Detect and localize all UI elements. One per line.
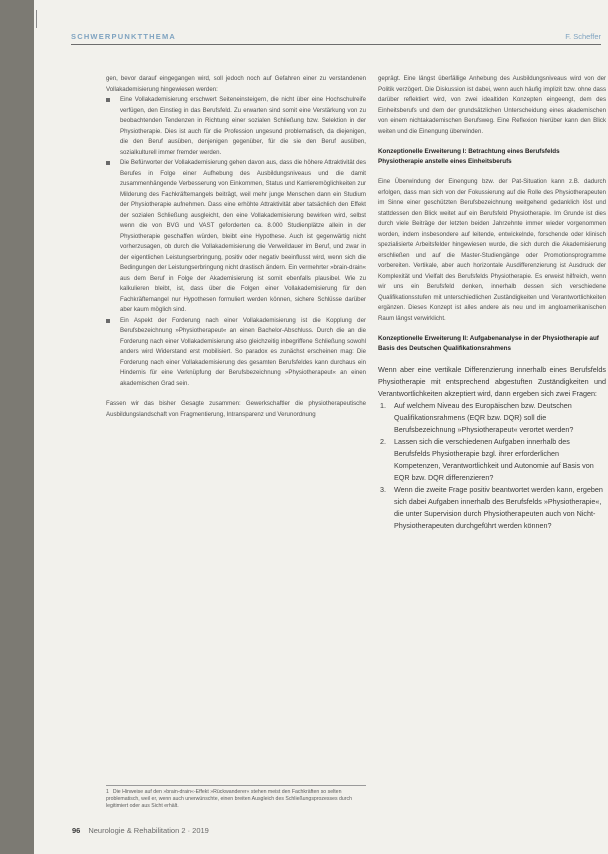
item-number: 2. (380, 437, 386, 446)
section-label: SCHWERPUNKTTHEMA (71, 32, 177, 41)
footnote-number: 1 (106, 789, 109, 795)
paragraph-1: geprägt. Eine längst überfällige Anhebung des Ausbildungsniveaus wird von der Politik verzögert. Die Diskussion ist dabei, wenn auch häufig implizit bzw. ohne dass darüber reflektiert wird, von zwei idealtiden Konzepten eingeengt, dem des Einheitsberufs und dem der grundsätzlichen Unterscheidung eines akademischen von einem nichtakademischen Berufsweg. Eine Reflexion hierüber kann den Blick weiten und die Einengung überwinden. (378, 75, 606, 135)
footnote-text: Die Hinweise auf den »brain-drain«-Effekt »Rückwanderer« stehen meist den Fachkräften so selten problematisch, weil er, wenn auch unerwünschte, einen breiten Ausgleich des Schließungsprozesses durch legitimiert oder aus Sicht erhält. (106, 789, 352, 809)
summary-paragraph: Fassen wir das bisher Gesagte zusammen: Gewerkschaftler die physiotherapeutische Ausbildungslandschaft von Fragmentierung, Intransparenz und Verunordnung (106, 400, 366, 418)
bullet-text: Eine Vollakademisierung erschwert Seiteneinsteigern, die nicht über eine Hochschulreife verfügen, den Einstieg in das Berufsfeld. Zu erwarten sind somit eine Verstärkung von zu beobachtenden Tendenzen in Richtung einer sozialen Schließung bzw. Selektion in der Physiotherapie. Dies ist auch für die Profession ungesund problematisch, da diejenigen, die den Beruf ausüben, denjenigen gegenüber, für die sie den Beruf ausüben, sozialkulturell immer fremder werden. (120, 96, 366, 156)
bullet-item (106, 95, 366, 158)
item-number: 3. (380, 485, 386, 494)
bullet-item (106, 158, 366, 316)
bullet-square-icon (106, 98, 110, 102)
bullet-square-icon (106, 161, 110, 165)
right-column (378, 74, 606, 532)
left-column (106, 74, 366, 420)
paragraph-2: Eine Überwindung der Einengung bzw. der Pat-Situation kann z.B. dadurch erfolgen, dass man sich von der Fokussierung auf die Rolle des Physiotherapeuten im Sinne einer geschützten Berufsbezeichnung weitgehend gedanklich löst und stattdessen den Blick weitet auf ein Berufsfeld Physiotherapie. Im Grunde ist dies durch viele Beiträge der letzten beiden Jahrzehnte immer wieder vorgenommen worden, indem insbesondere auf leitende, entwickelnde, forschende oder klinisch spezialisierte Arbeitsfelder hingewiesen wurde, die sich durch die Akademisierung erschließen und auf die Master-Studiengänge oder Promotionsprogramme vorbereiten. Vertikale, aber auch horizontale Ausdifferenzierung ist Ausdruck der Komplexität und Vielfalt des Berufsfelds Physiotherapie. Es erweist hilfreich, wenn wir uns ein Berufsfeld denken, innerhalb dessen sich verschiedene Qualifikationsstufen mit unterschiedlichen Zuständigkeiten und Verantwortlichkeiten ergänzen. Dieses Konzept ist alles andere als neu und im angloamerikanischen Raum längst verwirklicht. (378, 178, 606, 322)
document-page (34, 0, 608, 854)
list-item (378, 484, 606, 532)
list-item (378, 400, 606, 436)
numbered-list (378, 400, 606, 532)
journal-name: Neurologie & Rehabilitation 2 · 2019 (88, 826, 209, 835)
bullet-list (106, 95, 366, 389)
item-number: 1. (380, 401, 386, 410)
bullet-square-icon (106, 319, 110, 323)
bullet-text: Ein Aspekt der Forderung nach einer Vollakademisierung ist die Kopplung der Berufsbezeichnung »Physiotherapeut« an einen Bachelor-Abschluss. Durch die an die Forderung nach einer Vollakademisierung also gleichzeitig inbegriffene Schließung sowohl anders wird Widerstand erst mobilisiert. So paradox es zunächst erscheinen mag: Die Forderung nach einer Vollakademisierung des gesamten Berufsfeldes kann durchaus ein Hindernis für eine Verknüpfung der Berufsbezeichnung »Physiotherapeut« an einen akademischen Grad sein. (120, 316, 366, 387)
list-item (378, 436, 606, 484)
subheading-1: Konzeptionelle Erweiterung I: Betrachtung eines Berufsfelds Physiotherapie anstelle eines Einheitsberufs (378, 148, 560, 165)
item-text: Wenn die zweite Frage positiv beantwortet werden kann, ergeben sich dabei Aufgaben innerhalb des Berufsfelds »Physiotherapie«, die unter Supervision durch Physiotherapeuten auch von Nicht-Physiotherapeuten durchgeführt werden können? (394, 485, 603, 530)
intro-paragraph: gen, bevor darauf eingegangen wird, soll jedoch noch auf Gefahren einer zu verstandenen Vollakademisierung hingewiesen werden: (106, 75, 366, 93)
bullet-item (106, 316, 366, 390)
author-label: F. Scheffer (565, 32, 601, 41)
paragraph-3: Wenn aber eine vertikale Differenzierung innerhalb eines Berufsfelds Physiotherapie mit entsprechend abgestuften Zuständigkeiten und Verantwortlichkeiten akzeptiert wird, dann ergeben sich zwei Fragen: (378, 365, 606, 398)
item-text: Lassen sich die verschiedenen Aufgaben innerhalb des Berufsfelds Physiotherapie bzgl. ihrer erforderlichen Kompetenzen, Verantwortlichkeit und Autonomie auf Basis von EQR bzw. DQR differenzieren? (394, 437, 594, 482)
header-rule (71, 44, 601, 45)
page-number: 96 (72, 826, 81, 835)
bullet-text: Die Befürworter der Vollakademisierung gehen davon aus, dass die höhere Attraktivität des Berufes in Folge einer Aufhebung des Ausbildungsniveaus und die damit zusammenhängende Verbesserung von Einkommen, Status und Karrieremöglichkeiten zur Milderung des Fachkräftemangels beiträgt, weil mehr junge Menschen dann ein Studium der Physiotherapie aufnehmen. Dass eine erhöhte Attraktivität aber tatsächlich den Effekt der sozialen Schließung ausgleicht, den eine Vollakademisierung bewirken wird, selbst wenn die von BVG und VAST geforderten ca. 8.000 Studienplätze allein in der Physiotherapie geschaffen würden, bleibt eine Hypothese. Auch ist gegenwärtig nicht vorherzusagen, ob durch die Vollakademisierung die Verweildauer im Beruf, und zwar in der eigentlichen Leistungserbringung, positiv oder negativ beeinflusst wird, wenn sich die Bedingungen der Leistungserbringung nicht drastisch ändern. Ein vermehrter »brain-drain« aus dem Beruf in Folge der Akademisierung ist somit ebenfalls plausibel. Wie zu kalkulieren bleibt, ist, dass über die Folgen einer Vollakademisierung für den Fachkräftemangel nur Hypothesen formuliert werden können, sichere Schlüsse darüber aber kaum möglich sind. (120, 159, 366, 313)
page-footer (72, 826, 209, 835)
item-text: Auf welchem Niveau des Europäischen bzw. Deutschen Qualifikationsrahmens (EQR bzw. DQR) soll die Berufsbezeichnung »Physiotherapeut« verortet werden? (394, 401, 574, 434)
subheading-2: Konzeptionelle Erweiterung II: Aufgabenanalyse in der Physiotherapie auf Basis des Deutschen Qualifikationsrahmens (378, 335, 599, 352)
footnote (106, 785, 366, 810)
scan-crop-mark (36, 10, 45, 28)
